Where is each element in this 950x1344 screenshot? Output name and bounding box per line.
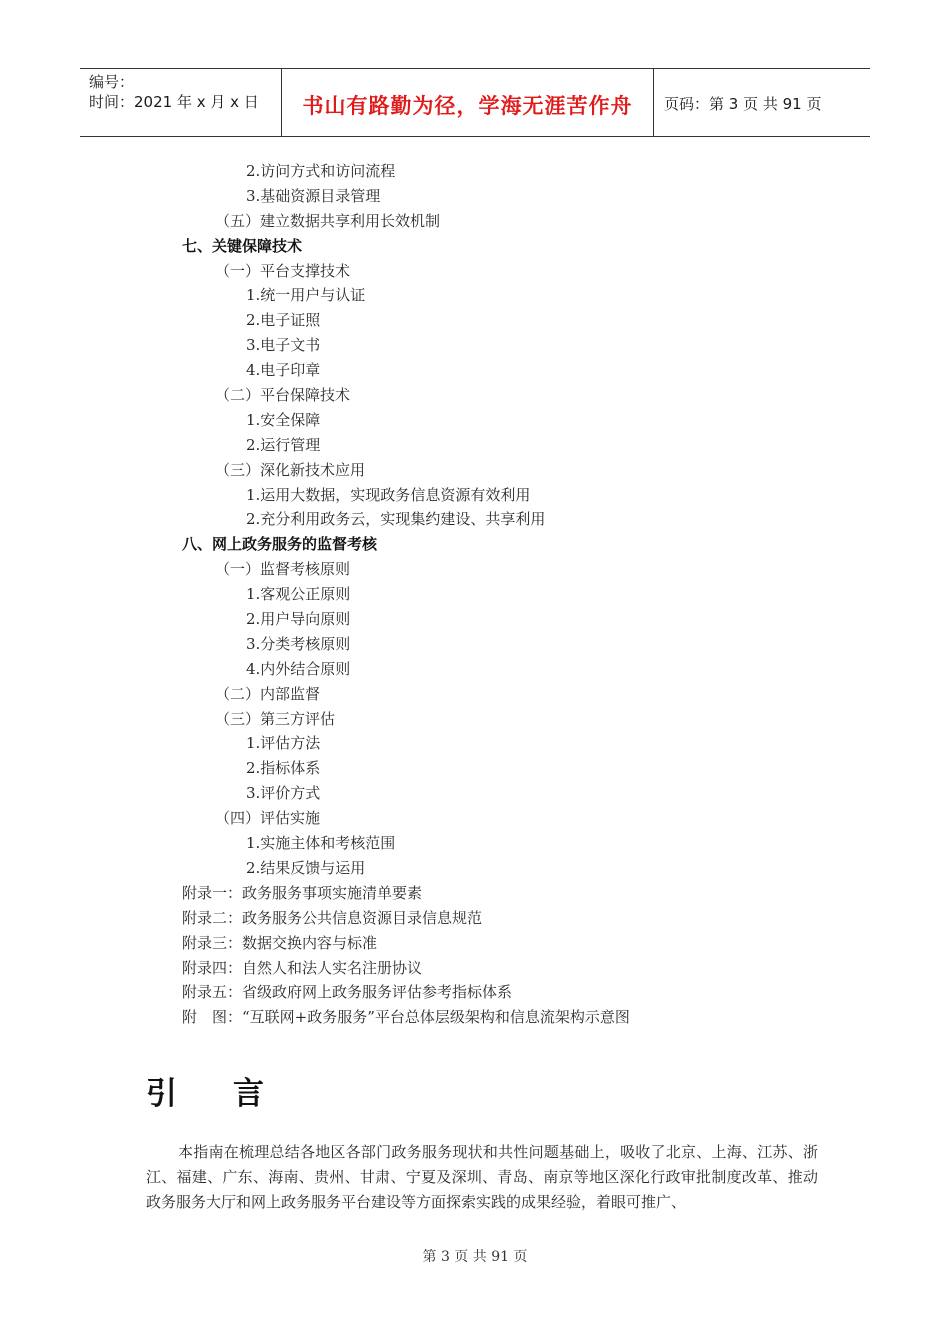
header-meta-cell bbox=[80, 69, 282, 136]
toc-appendix-item: 附录三：数据交换内容与标准 bbox=[182, 933, 378, 952]
toc-section-heading: 七、关键保障技术 bbox=[182, 236, 303, 255]
toc-item: 2.用户导向原则 bbox=[246, 610, 351, 629]
toc-appendix-item: 附录一：政务服务事项实施清单要素 bbox=[182, 883, 423, 902]
toc-item: 3.分类考核原则 bbox=[246, 634, 351, 653]
toc-item: 1.实施主体和考核范围 bbox=[246, 834, 396, 853]
toc-item: （三）深化新技术应用 bbox=[215, 460, 366, 479]
toc-item: 1.安全保障 bbox=[246, 410, 321, 429]
table-of-contents bbox=[0, 159, 950, 1030]
toc-item: 4.电子印章 bbox=[246, 361, 321, 380]
toc-item: （二）平台保障技术 bbox=[215, 386, 351, 405]
toc-item: 2.结果反馈与运用 bbox=[246, 858, 366, 877]
toc-item: （一）监督考核原则 bbox=[215, 560, 351, 579]
toc-item: 1.评估方法 bbox=[246, 734, 321, 753]
toc-item: 2.访问方式和访问流程 bbox=[246, 162, 396, 180]
toc-appendix-item: 附录四：自然人和法人实名注册协议 bbox=[182, 958, 423, 977]
toc-item: 2.指标体系 bbox=[246, 759, 321, 778]
toc-item: 1.统一用户与认证 bbox=[246, 286, 366, 305]
toc-item: 3.电子文书 bbox=[246, 336, 321, 355]
toc-item: 3.基础资源目录管理 bbox=[246, 186, 381, 205]
header-page-info: 页码：第 3 页 共 91 页 bbox=[664, 95, 822, 113]
code-label: 编号： bbox=[89, 73, 135, 91]
toc-appendix-item: 附 图：“互联网+政务服务”平台总体层级架构和信息流架构示意图 bbox=[182, 1008, 630, 1027]
toc-item: 1.运用大数据，实现政务信息资源有效利用 bbox=[246, 485, 531, 504]
toc-item: 3.评价方式 bbox=[246, 784, 321, 803]
intro-paragraph: 本指南在梳理总结各地区各部门政务服务现状和共性问题基础上，吸收了北京、上海、江苏、浙江、福建、广东、海南、贵州、甘肃、宁夏及深圳、青岛、南京等地区深化行政审批制度改革、推动政务服务大厅和网上政务服务平台建设等方面探索实践的成果经验，着眼可推广、 bbox=[146, 1143, 818, 1211]
page-footer: 第 3 页 共 91 页 bbox=[422, 1249, 528, 1265]
toc-item: 2.运行管理 bbox=[246, 435, 321, 454]
document-header bbox=[80, 68, 870, 137]
intro-heading: 引言 bbox=[146, 1076, 320, 1112]
toc-appendix-item: 附录二：政务服务公共信息资源目录信息规范 bbox=[182, 908, 483, 927]
toc-appendix-item: 附录五：省级政府网上政务服务评估参考指标体系 bbox=[182, 983, 513, 1002]
toc-item: 2.电子证照 bbox=[246, 311, 321, 330]
toc-section-heading: 八、网上政务服务的监督考核 bbox=[182, 535, 378, 554]
toc-item: （三）第三方评估 bbox=[215, 709, 336, 728]
toc-item: 2.充分利用政务云，实现集约建设、共享利用 bbox=[246, 510, 546, 529]
toc-item: （二）内部监督 bbox=[215, 684, 321, 703]
toc-item: 4.内外结合原则 bbox=[246, 659, 351, 678]
toc-item: （五）建立数据共享利用长效机制 bbox=[215, 211, 441, 230]
toc-item: （一）平台支撑技术 bbox=[215, 261, 351, 280]
toc-item: 1.客观公正原则 bbox=[246, 585, 351, 604]
toc-item: （四）评估实施 bbox=[215, 809, 321, 828]
header-slogan: 书山有路勤为径，学海无涯苦作舟 bbox=[282, 69, 654, 136]
date-label: 时间：2021 年 x 月 x 日 bbox=[89, 93, 259, 111]
